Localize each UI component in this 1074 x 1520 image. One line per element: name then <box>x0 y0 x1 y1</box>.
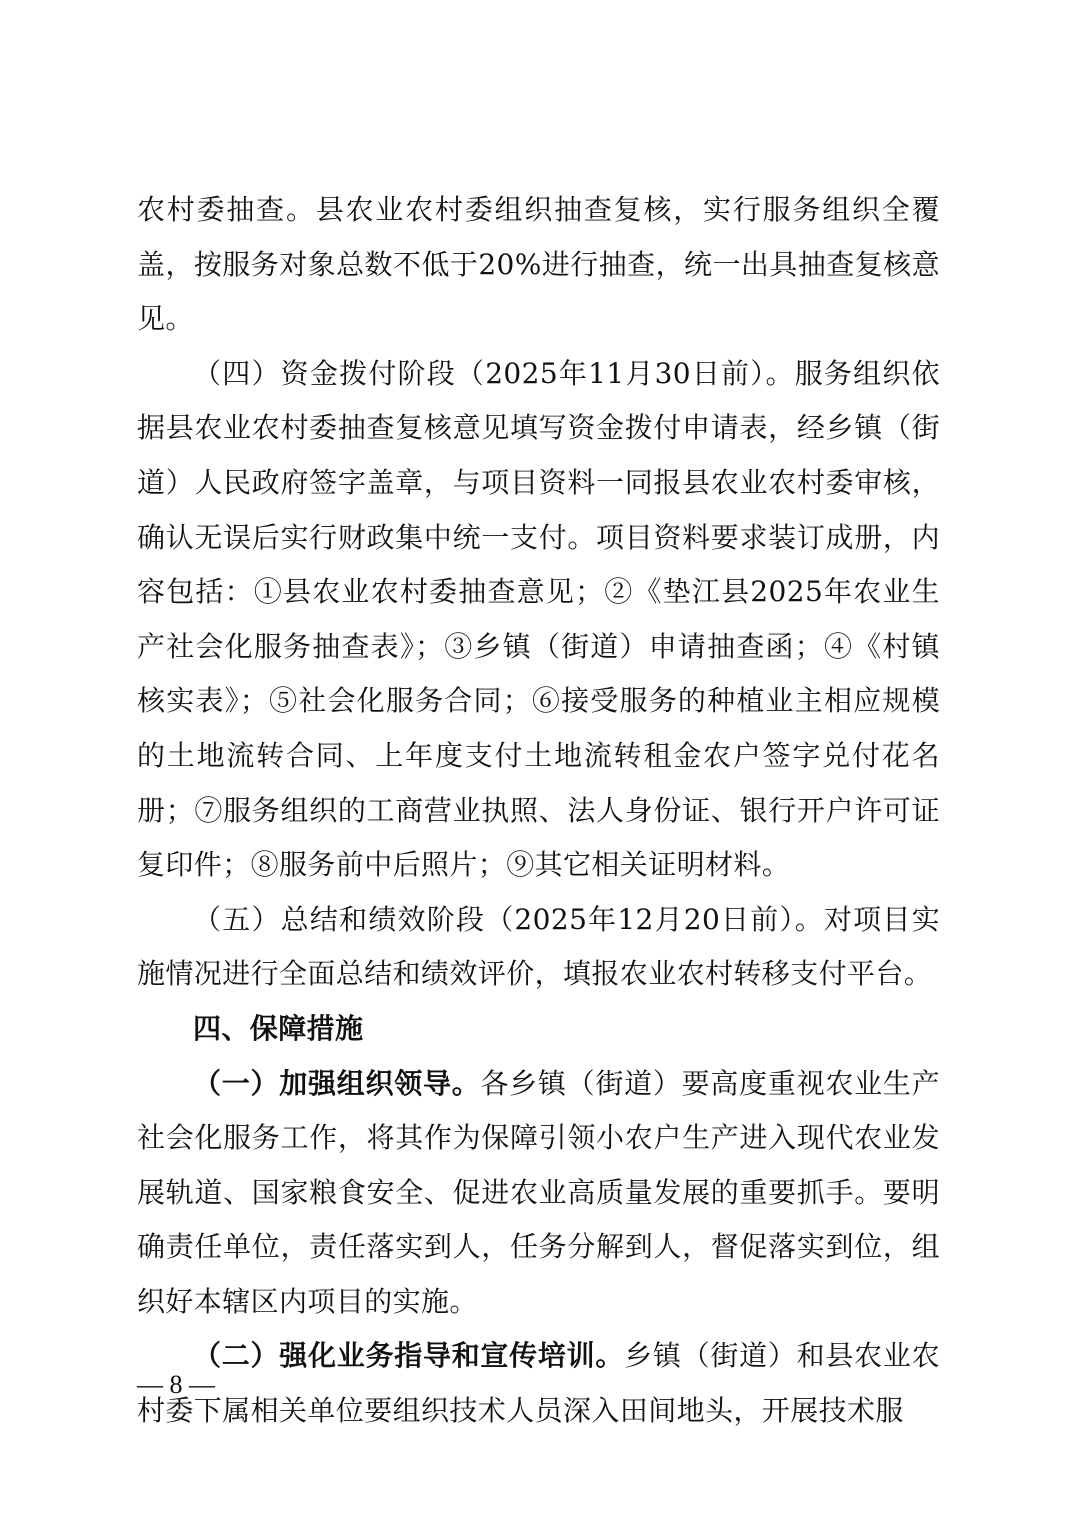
paragraph-summary-stage <box>137 893 940 1002</box>
paragraph-text: 农村委抽查。县农业农村委组织抽查复核，实行服务组织全覆盖，按服务对象总数不低于20%进行抽查，统一出具抽查复核意见。 <box>137 193 940 336</box>
paragraph-lead: （四）资金拨付阶段（2025年11月30日前）。 <box>193 356 795 390</box>
paragraph-lead: （五）总结和绩效阶段（2025年12月20日前）。 <box>193 902 824 936</box>
paragraph-funding-stage <box>137 347 940 893</box>
paragraph-text: 各乡镇（街道）要高度重视农业生产社会化服务工作，将其作为保障引领小农户生产进入现代农业发展轨道、国家粮食安全、促进农业高质量发展的重要抓手。要明确责任单位，责任落实到人，任务分解到人，督促落实到位，组织好本辖区内项目的实施。 <box>137 1066 940 1318</box>
paragraph-measure-guidance <box>137 1329 940 1438</box>
measure-lead: （一）加强组织领导。 <box>193 1066 481 1100</box>
document-body <box>137 183 940 1439</box>
page-number: — 8 — <box>137 1370 215 1399</box>
paragraph-text: 对项目实施情况进行全面总结和绩效评价，填报农业农村转移支付平台。 <box>137 902 940 991</box>
paragraph-continuation <box>137 183 940 347</box>
paragraph-text: 乡镇（街道）和县农业农村委下属相关单位要组织技术人员深入田间地头，开展技术服 <box>137 1339 940 1428</box>
paragraph-text: 服务组织依据县农业农村委抽查复核意见填写资金拨付申请表，经乡镇（街道）人民政府签字盖章，与项目资料一同报县农业农村委审核，确认无误后实行财政集中统一支付。项目资料要求装订成册，内容包括：①县农业农村委抽查意见；②《垫江县2025年农业生产社会化服务抽查表》；③乡镇（街道）申请抽查函；④《村镇核实表》；⑤社会化服务合同；⑥接受服务的种植业主相应规模的土地流转合同、上年度支付土地流转租金农户签字兑付花名册；⑦服务组织的工商营业执照、法人身份证、银行开户许可证复印件；⑧服务前中后照片；⑨其它相关证明材料。 <box>137 356 940 882</box>
paragraph-measure-organization <box>137 1057 940 1330</box>
measure-lead: （二）强化业务指导和宣传培训。 <box>193 1339 625 1373</box>
section-heading: 四、保障措施 <box>193 1011 364 1045</box>
